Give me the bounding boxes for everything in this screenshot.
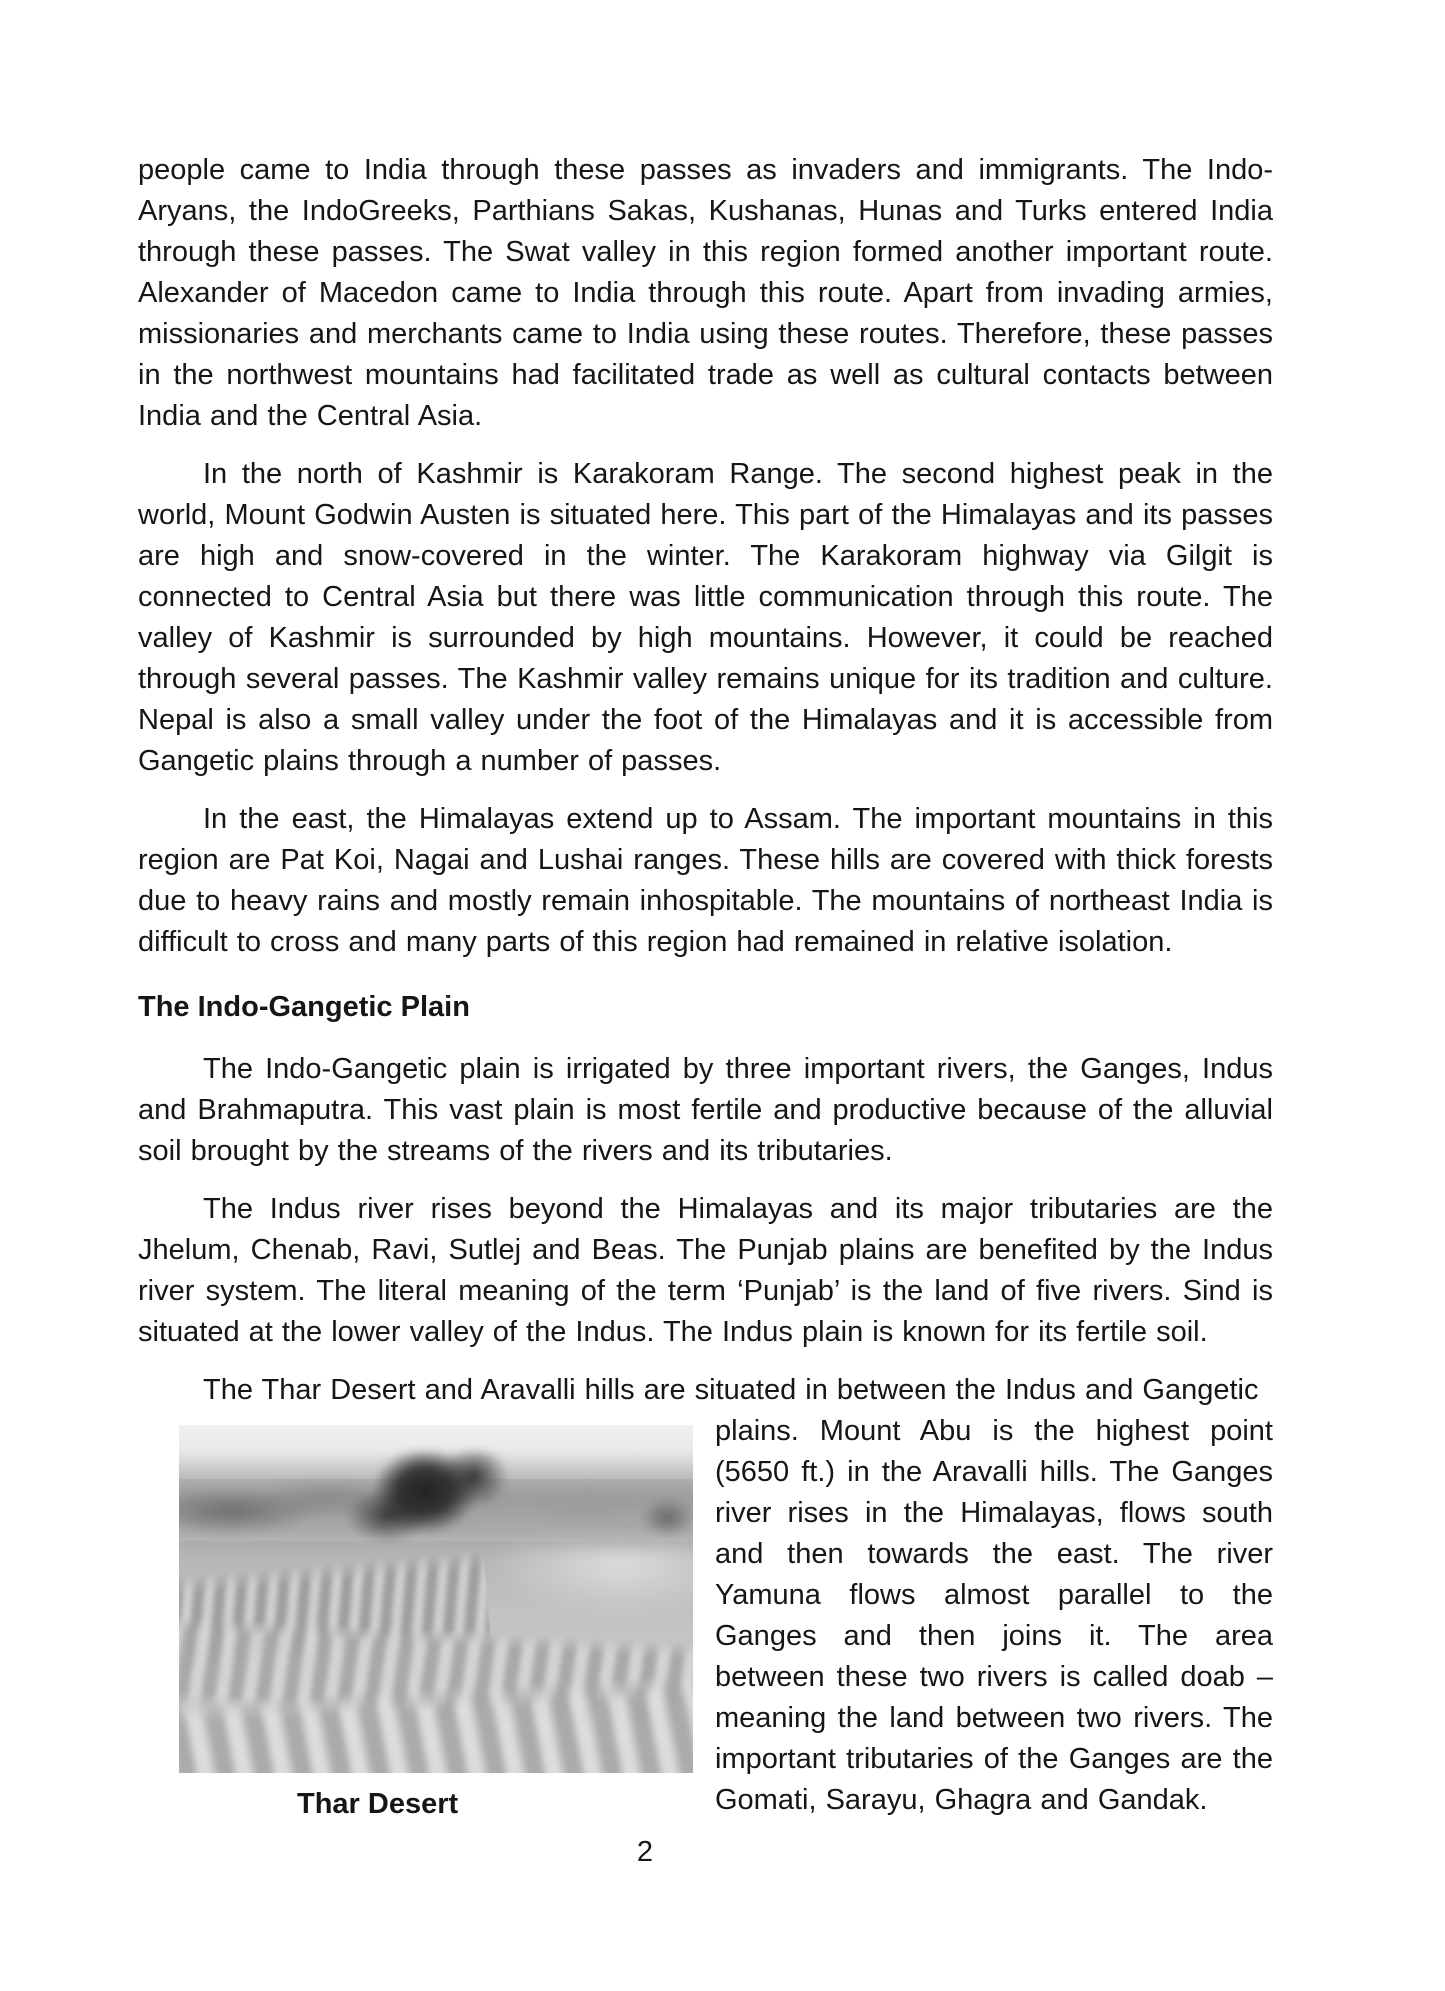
paragraph-indo-gangetic-rivers: The Indo-Gangetic plain is irrigated by three important rivers, the Ganges, Indus and Brahmaputra. This vast plain is most fertile and productive because of the alluvial soil brought by the streams of the rivers and its tributaries. [138,1053,1273,1167]
photo-vegetation [179,1451,693,1555]
paragraph-northwest-passes: people came to India through these passes as invaders and immigrants. The Indo-Aryans, the IndoGreeks, Parthians Sakas, Kushanas, Hunas and Turks entered India through these passes. The Swat valley in this region formed another important route. Alexander of Macedon came to India through this route. Apart from invading armies, missionaries and merchants came to India using these routes. Therefore, these passes in the northwest mountains had facilitated trade as well as cultural contacts between India and the Central Asia. [138,154,1273,432]
paragraph-indus-river: The Indus river rises beyond the Himalayas and its major tributaries are the Jhelum, Chenab, Ravi, Sutlej and Beas. The Punjab plains are benefited by the Indus river system. The literal meaning of the term ‘Punjab’ is the land of five rivers. Sind is situated at the lower valley of the Indus. The Indus plain is known for its fertile soil. [138,1193,1273,1348]
thar-desert-photo [179,1425,693,1773]
section-heading-indo-gangetic-plain: The Indo-Gangetic Plain [138,991,470,1023]
paragraph-thar-desert-lead: The Thar Desert and Aravalli hills are situated in between the Indus and Gangetic [203,1374,1259,1406]
page-number: 2 [636,1836,654,1868]
paragraph-eastern-himalayas: In the east, the Himalayas extend up to Assam. The important mountains in this region are Pat Koi, Nagai and Lushai ranges. These hills are covered with thick forests due to heavy rains and mostly remain inhospitable. The mountains of northeast India is difficult to cross and many parts of this region had remained in relative isolation. [138,803,1273,958]
figure-text-wrap [138,1411,1273,1821]
figure-caption: Thar Desert [297,1788,459,1820]
page-content [138,150,1273,1826]
paragraph-karakoram-kashmir: In the north of Kashmir is Karakoram Range. The second highest peak in the world, Mount Godwin Austen is situated here. This part of the Himalayas and its passes are high and snow-covered in the winter. The Karakoram highway via Gilgit is connected to Central Asia but there was little communication through this route. The valley of Kashmir is surrounded by high mountains. However, it could be reached through several passes. The Kashmir valley remains unique for its tradition and culture. Nepal is also a small valley under the foot of the Himalayas and it is accessible from Gangetic plains through a number of passes. [138,458,1273,777]
thar-desert-figure [179,1425,693,1820]
paragraph-thar-desert-wrapped: plains. Mount Abu is the highest point (5650 ft.) in the Aravalli hills. The Ganges river rises in the Himalayas, flows south and then towards the east. The river Yamuna flows almost parallel to the Ganges and then joins it. The area between these two rivers is called doab – meaning the land between two rivers. The important tributaries of the Ganges are the Gomati, Sarayu, Ghagra and Gandak. [715,1415,1273,1816]
